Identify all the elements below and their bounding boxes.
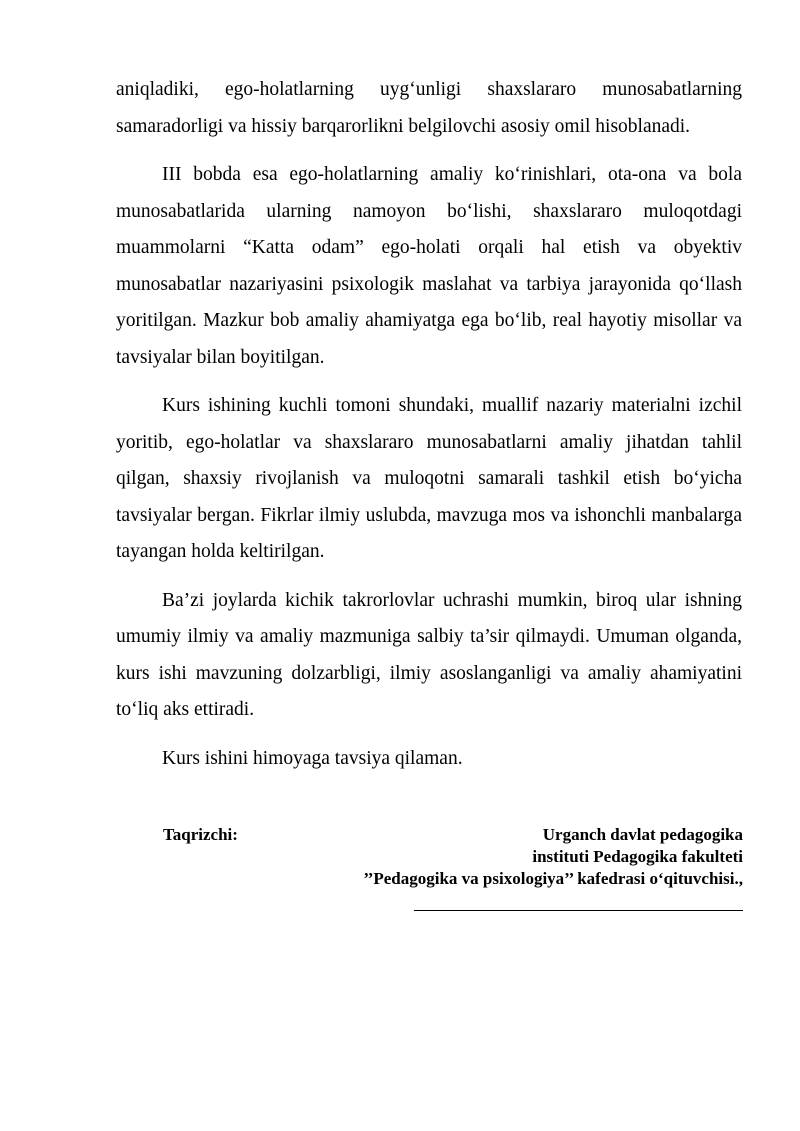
paragraph-recommendation: Kurs ishini himoyaga tavsiya qilaman. xyxy=(162,747,463,769)
paragraph-remarks: Ba’zi joylarda kichik takrorlovlar uchrashi mumkin, biroq ular ishning umumiy ilmiy va amaliy mazmuniga salbiy ta’sir qilmaydi. Umuman olganda, kurs ishi mavzuning dolzarbligi, ilmiy asoslanganligi va amaliy ahamiyatini to‘liq aks ettiradi. xyxy=(116,589,742,720)
affiliation-line-1: Urganch davlat pedagogika xyxy=(542,825,743,844)
paragraph-chapter3: III bobda esa ego-holatlarning amaliy ko‘rinishlari, ota-ona va bola munosabatlarida ularning namoyon bo‘lishi, shaxslararo muloqotdagi muammolarni “Katta odam” ego-holati orqali hal etish va obyektiv munosabatlar nazariyasini psixologik maslahat va tarbiya jarayonida qo‘llash yoritilgan. Mazkur bob amaliy ahamiyatga ega bo‘lib, real hayotiy misollar va tavsiyalar bilan boyitilgan. xyxy=(116,164,742,368)
paragraph-conclusion-chapter2: aniqladiki, ego-holatlarning uyg‘unligi shaxslararo munosabatlarning samaradorligi va hissiy barqarorlikni belgilovchi asosiy omil hisoblanadi. xyxy=(116,79,742,137)
signature-line xyxy=(414,910,743,911)
reviewer-label: Taqrizchi: xyxy=(163,825,238,844)
affiliation-line-2: instituti Pedagogika fakulteti xyxy=(532,847,743,866)
paragraph-strengths: Kurs ishining kuchli tomoni shundaki, muallif nazariy materialni izchil yoritib, ego-holatlar va shaxslararo munosabatlarni amaliy jihatdan tahlil qilgan, shaxsiy rivojlanish va muloqotni samarali tashkil etish bo‘yicha tavsiyalar bergan. Fikrlar ilmiy uslubda, mavzuga mos va ishonchli manbalarga tayangan holda keltirilgan. xyxy=(116,395,742,562)
review-body xyxy=(116,72,742,777)
reviewer-affiliation xyxy=(363,824,743,890)
affiliation-line-3: ’’Pedagogika va psixologiya’’ kafedrasi o‘qituvchisi., xyxy=(363,869,743,888)
